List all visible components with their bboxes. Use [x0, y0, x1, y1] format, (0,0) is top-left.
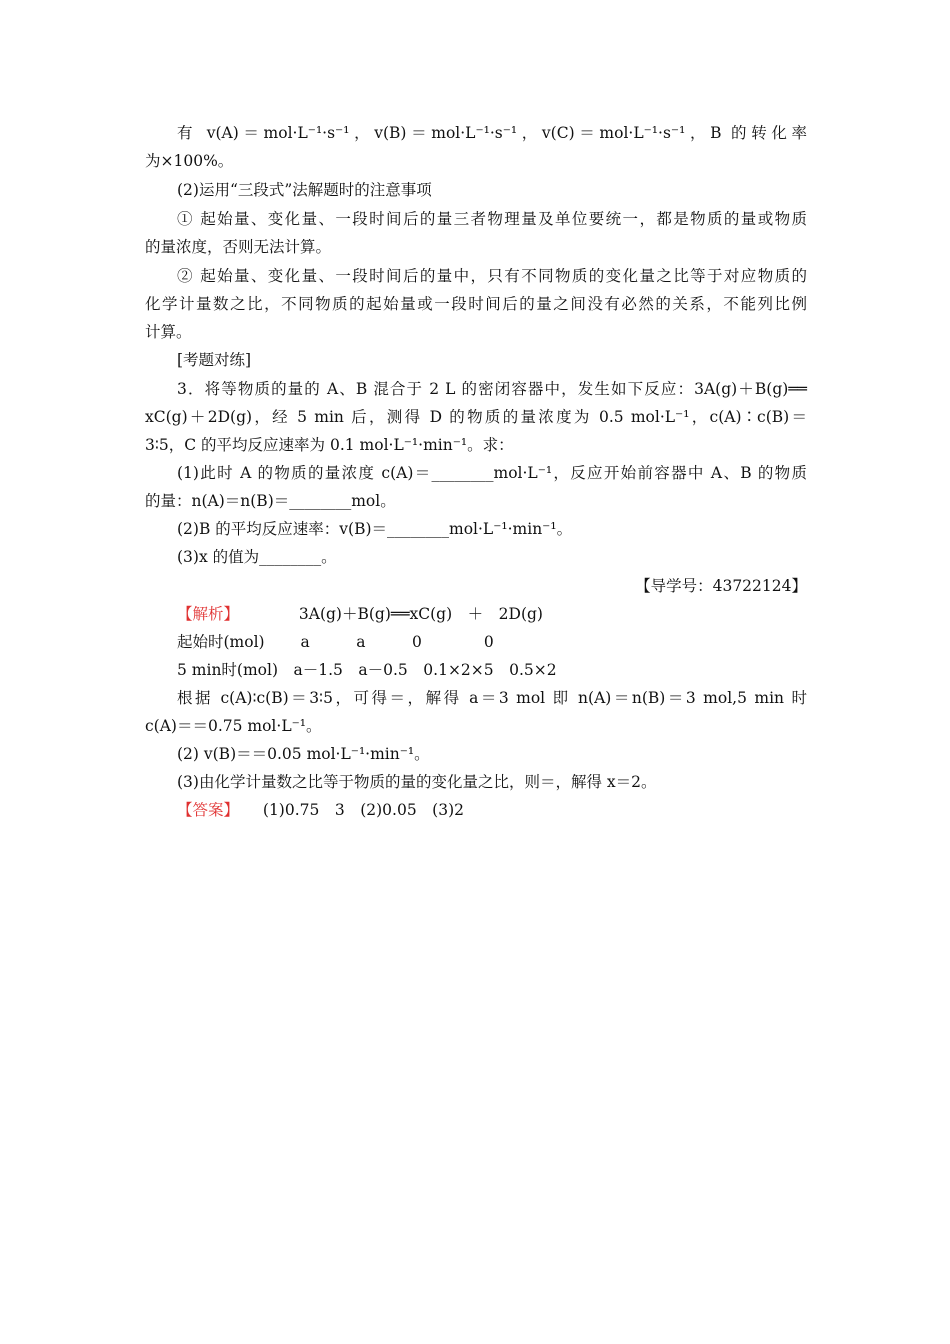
guide-number: 【导学号：43722124】 — [635, 577, 807, 595]
question-line: 的量：n(A)＝n(B)＝________mol。 — [145, 492, 396, 510]
question-line: 3∶5，C 的平均反应速率为 0.1 mol·L⁻¹·min⁻¹。求： — [145, 436, 514, 454]
reaction-equation: 3A(g)＋B(g)══xC(g) ＋ 2D(g) — [298, 605, 543, 623]
question-line: 3．将等物质的量的 A、B 混合于 2 L 的密闭容器中，发生如下反应：3A(g)＋B(g)══ — [177, 380, 807, 398]
analysis-tag: 【解析】 — [177, 605, 240, 623]
text-line: 化学计量数之比，不同物质的起始量或一段时间后的量之间没有必然的关系，不能列比例 — [145, 295, 807, 313]
analysis-line — [177, 604, 807, 624]
text-line: 有 v(A)＝mol·L⁻¹·s⁻¹，v(B)＝mol·L⁻¹·s⁻¹，v(C)＝mol·L⁻¹·s⁻¹，B 的转化率 — [177, 124, 807, 142]
analysis-line: 起始时(mol) a a 0 0 — [177, 633, 494, 651]
analysis-line: (3)由化学计量数之比等于物质的量的变化量之比，则＝，解得 x＝2。 — [177, 773, 657, 791]
analysis-line: (2) v(B)＝＝0.05 mol·L⁻¹·min⁻¹。 — [177, 745, 430, 763]
text-line: 的量浓度，否则无法计算。 — [145, 238, 332, 256]
text-line: 计算。 — [145, 323, 192, 341]
analysis-line: 5 min时(mol) a－1.5 a－0.5 0.1×2×5 0.5×2 — [177, 661, 557, 679]
text-line: ② 起始量、变化量、一段时间后的量中，只有不同物质的变化量之比等于对应物质的 — [177, 267, 807, 285]
answer-line — [177, 800, 807, 820]
answer-text: (1)0.75 3 (2)0.05 (3)2 — [262, 801, 465, 819]
text-line: ① 起始量、变化量、一段时间后的量三者物理量及单位要统一，都是物质的量或物质 — [177, 210, 807, 228]
answer-tag: 【答案】 — [177, 801, 240, 819]
section-heading: (2)运用“三段式”法解题时的注意事项 — [177, 181, 432, 199]
question-line: (1)此时 A 的物质的量浓度 c(A)＝________mol·L⁻¹，反应开始前容器中 A、B 的物质 — [177, 464, 807, 482]
question-line: (3)x 的值为________。 — [177, 548, 337, 566]
analysis-line: 根据 c(A)∶c(B)＝3∶5，可得＝，解得 a＝3 mol 即 n(A)＝n(B)＝3 mol,5 min 时 — [177, 689, 807, 707]
section-heading: [考题对练] — [177, 351, 252, 369]
text-line: 为×100%。 — [145, 152, 234, 170]
question-line: xC(g)＋2D(g)，经 5 min 后，测得 D 的物质的量浓度为 0.5 mol·L⁻¹，c(A)∶c(B)＝ — [145, 408, 807, 426]
analysis-line: c(A)＝＝0.75 mol·L⁻¹。 — [145, 717, 322, 735]
question-line: (2)B 的平均反应速率：v(B)＝________mol·L⁻¹·min⁻¹。 — [177, 520, 573, 538]
